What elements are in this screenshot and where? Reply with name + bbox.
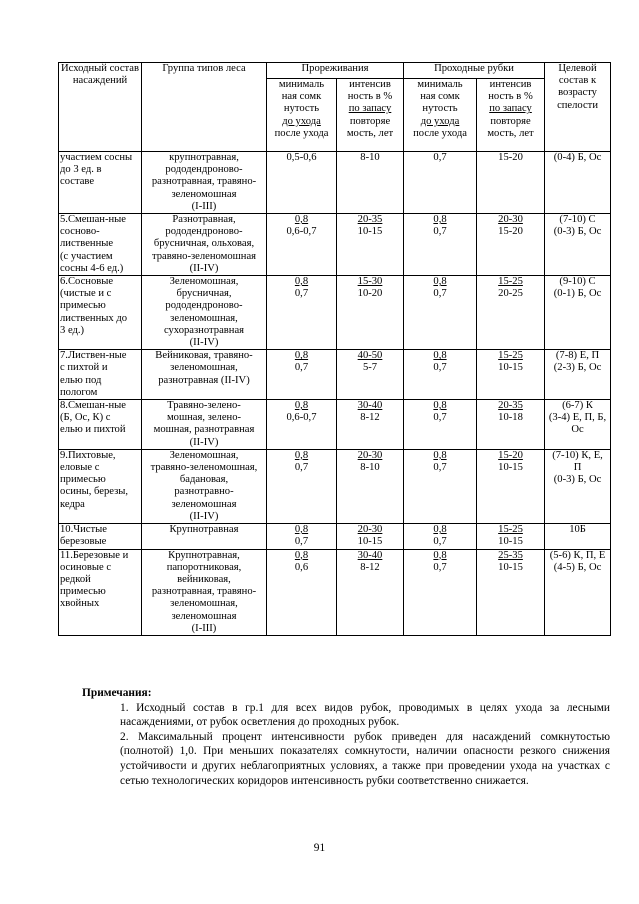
cell-thin-intensity-line: 10-15 xyxy=(357,226,383,238)
cell-thin-intensity-line: 30-40 xyxy=(357,549,383,561)
cell-pass-density-line: 0,7 xyxy=(433,152,447,163)
cell-composition-line: пологом xyxy=(60,386,98,398)
cell-composition-line: примесью xyxy=(60,300,106,312)
header-thin-intensity: интенсив ность в % по запасу повторяе мость, лет xyxy=(337,79,404,152)
cell-composition-line: елью под xyxy=(60,374,102,386)
cell-pass-density xyxy=(404,524,477,549)
cell-thin-intensity xyxy=(337,214,404,276)
cell-pass-intensity xyxy=(477,400,545,450)
cell-composition-line: елью и пихтой xyxy=(60,424,126,436)
header-composition: Исходный состав насаждений xyxy=(59,63,142,152)
cell-thin-density-line: 0,6-0,7 xyxy=(286,412,317,424)
table-row xyxy=(59,152,611,214)
cell-thin-density xyxy=(267,214,337,276)
table-row xyxy=(59,549,611,635)
cell-composition-line: 7.Листвен-ные xyxy=(60,350,127,362)
cell-composition xyxy=(59,549,142,635)
cell-target-composition xyxy=(545,449,611,523)
cell-thin-intensity xyxy=(337,276,404,350)
felling-table xyxy=(58,62,611,636)
cell-pass-density xyxy=(404,214,477,276)
cell-thin-density-line: 0,6 xyxy=(294,561,309,573)
cell-target-composition xyxy=(545,276,611,350)
cell-thin-intensity xyxy=(337,549,404,635)
cell-thin-density xyxy=(267,400,337,450)
cell-forest-group-line: Крупнотравная, xyxy=(168,549,240,561)
cell-pass-intensity xyxy=(477,214,545,276)
cell-composition-line: (Б, Ос, К) с xyxy=(60,412,111,424)
cell-composition-line: редкой xyxy=(60,573,91,585)
cell-forest-group-line: рододендроново- xyxy=(165,164,243,176)
cell-forest-group-line: вейниковая, xyxy=(177,573,231,585)
cell-thin-density-line: 0,7 xyxy=(294,462,309,474)
cell-pass-intensity-line: 20-35 xyxy=(498,400,523,412)
cell-composition xyxy=(59,350,142,400)
cell-composition-line: сосново- xyxy=(60,226,100,238)
cell-target-composition-line: П xyxy=(573,462,582,474)
cell-pass-density xyxy=(404,276,477,350)
cell-forest-group-line: Крупнотравная xyxy=(169,524,239,536)
cell-pass-intensity-line: 15-25 xyxy=(498,276,523,288)
header-pass-min-density: минималь ная сомк нутость до ухода после ухода xyxy=(404,79,477,152)
cell-thin-intensity-line: 15-30 xyxy=(357,276,383,288)
cell-thin-intensity xyxy=(337,400,404,450)
cell-composition xyxy=(59,152,142,214)
cell-forest-group-line: разнотравная, травяно- xyxy=(151,176,257,188)
cell-pass-intensity-line: 20-25 xyxy=(498,288,523,300)
cell-target-composition-line: (7-10) С xyxy=(559,214,596,226)
cell-composition-line: осины, березы, xyxy=(60,486,129,498)
cell-target-composition-line: (0-3) Б, Ос xyxy=(553,226,602,238)
cell-thin-intensity xyxy=(337,152,404,214)
cell-forest-group xyxy=(142,400,267,450)
cell-target-composition-line: (9-10) С xyxy=(559,276,596,288)
cell-pass-density-line: 0,7 xyxy=(433,561,447,573)
cell-target-composition xyxy=(545,152,611,214)
cell-target-composition xyxy=(545,524,611,549)
cell-forest-group-line: крупнотравная, xyxy=(169,152,239,163)
cell-pass-density-line: 0,7 xyxy=(433,288,447,300)
cell-pass-intensity xyxy=(477,449,545,523)
page-number: 91 xyxy=(313,842,326,854)
cell-thin-intensity xyxy=(337,350,404,400)
cell-composition-line: примесью xyxy=(60,474,106,486)
cell-target-composition-line: (0-3) Б, Ос xyxy=(553,474,602,486)
header-passage-cutting: Проходные рубки xyxy=(404,63,545,79)
cell-thin-intensity-line: 20-35 xyxy=(357,214,383,226)
header-target-composition: Целевой состав к возрасту спелости xyxy=(545,63,611,152)
cell-target-composition xyxy=(545,350,611,400)
cell-composition-line: 8.Смешан-ные xyxy=(60,400,126,412)
cell-forest-group-line: зеленомошная xyxy=(171,610,237,622)
header-thinning: Прореживания xyxy=(267,63,404,79)
note-1: 1. Исходный состав в гр.1 для всех видов рубок, проводимых в целях ухода за лесными насаждениями, от рубок осветления до проходных рубок. xyxy=(120,701,610,729)
cell-pass-intensity-line: 20-30 xyxy=(498,214,523,226)
cell-composition-line: осиновые с xyxy=(60,561,112,573)
table-row xyxy=(59,449,611,523)
cell-forest-group-line: разнотравная (II-IV) xyxy=(158,374,250,386)
table-row xyxy=(59,400,611,450)
cell-composition-line: примесью xyxy=(60,586,106,598)
cell-pass-density xyxy=(404,449,477,523)
cell-pass-density-line: 0,8 xyxy=(433,524,447,536)
cell-composition-line: березовые xyxy=(60,536,107,548)
cell-composition-line: 5.Смешан-ные xyxy=(60,214,126,226)
cell-thin-intensity-line: 20-30 xyxy=(357,524,383,536)
cell-thin-density xyxy=(267,152,337,214)
cell-thin-intensity-line: 8-10 xyxy=(360,152,380,163)
cell-pass-intensity xyxy=(477,152,545,214)
cell-thin-density-line: 0,8 xyxy=(294,350,309,362)
cell-forest-group-line: Зеленомошная, xyxy=(169,276,239,288)
cell-forest-group-line: разнотравная, травяно- xyxy=(151,586,257,598)
cell-target-composition xyxy=(545,549,611,635)
cell-target-composition-line: (7-10) К, Е, xyxy=(552,449,603,461)
cell-pass-intensity-line: 15-25 xyxy=(498,524,523,536)
cell-composition-line: составе xyxy=(60,176,95,188)
cell-pass-density xyxy=(404,350,477,400)
cell-thin-density-line: 0,6-0,7 xyxy=(286,226,317,238)
cell-composition xyxy=(59,449,142,523)
cell-forest-group-line: рододендроново- xyxy=(165,226,243,238)
cell-forest-group xyxy=(142,549,267,635)
cell-target-composition-line: (2-3) Б, Ос xyxy=(553,362,602,374)
cell-forest-group-line: зеленомошная xyxy=(171,188,237,200)
cell-thin-density xyxy=(267,449,337,523)
cell-composition-line: еловые с xyxy=(60,462,100,474)
cell-composition-line: 9.Пихтовые, xyxy=(60,449,116,461)
cell-pass-density-line: 0,8 xyxy=(433,276,447,288)
cell-forest-group-line: зеленомошная, xyxy=(170,312,238,324)
cell-thin-intensity-line: 20-30 xyxy=(357,449,383,461)
cell-target-composition-line: Ос xyxy=(571,424,584,436)
cell-forest-group-line: (I-III) xyxy=(191,622,217,634)
cell-composition xyxy=(59,524,142,549)
cell-pass-intensity-line: 10-15 xyxy=(498,561,523,573)
cell-thin-density-line: 0,8 xyxy=(294,524,309,536)
cell-composition-line: сосны 4-6 ед.) xyxy=(60,262,124,274)
cell-pass-intensity xyxy=(477,350,545,400)
cell-thin-intensity xyxy=(337,524,404,549)
cell-pass-density-line: 0,8 xyxy=(433,400,447,412)
cell-forest-group-line: брусничная, xyxy=(176,288,232,300)
cell-pass-density-line: 0,7 xyxy=(433,362,447,374)
cell-pass-intensity xyxy=(477,524,545,549)
cell-target-composition-line: (0-4) Б, Ос xyxy=(553,152,602,163)
cell-pass-intensity-line: 10-15 xyxy=(498,536,523,548)
cell-forest-group-line: зеленомошная xyxy=(171,498,237,510)
header-pass-intensity: интенсив ность в % по запасу повторяе мость, лет xyxy=(477,79,545,152)
cell-forest-group-line: рододендроново- xyxy=(165,300,243,312)
header-row-1 xyxy=(59,63,611,79)
cell-forest-group xyxy=(142,350,267,400)
cell-target-composition-line: (7-8) Е, П xyxy=(555,350,600,362)
cell-composition-line: 3 ед.) xyxy=(60,324,85,336)
cell-pass-density-line: 0,8 xyxy=(433,214,447,226)
cell-pass-intensity-line: 15-25 xyxy=(498,350,523,362)
cell-forest-group-line: зеленомошная, xyxy=(170,598,238,610)
cell-target-composition xyxy=(545,400,611,450)
note-2: 2. Максимальный процент интенсивности рубок приведен для насаждений сомкнутостью (полнотой) 1,0. При меньших показателях сомкнутости, наличии опасности резкого снижения устойчивости и других неблагоприятных условиях, а также при проведении ухода на участках с сетью технологических коридоров интенсивность рубки соответственно снижается. xyxy=(120,730,610,787)
cell-thin-density xyxy=(267,276,337,350)
cell-target-composition xyxy=(545,214,611,276)
cell-forest-group-line: зеленомошная, xyxy=(170,362,238,374)
cell-pass-density xyxy=(404,400,477,450)
cell-pass-density-line: 0,8 xyxy=(433,549,447,561)
cell-forest-group xyxy=(142,152,267,214)
cell-forest-group xyxy=(142,449,267,523)
cell-thin-density-line: 0,8 xyxy=(294,276,309,288)
cell-pass-density-line: 0,8 xyxy=(433,449,447,461)
cell-thin-intensity-line: 8-12 xyxy=(360,561,380,573)
cell-composition-line: хвойных xyxy=(60,598,100,610)
cell-thin-density-line: 0,8 xyxy=(294,400,309,412)
cell-thin-intensity-line: 10-20 xyxy=(357,288,383,300)
cell-thin-density-line: 0,7 xyxy=(294,288,309,300)
cell-composition xyxy=(59,214,142,276)
cell-pass-density-line: 0,7 xyxy=(433,412,447,424)
cell-target-composition-line: (3-4) Е, П, Б, xyxy=(548,412,607,424)
cell-pass-density xyxy=(404,549,477,635)
cell-composition-line: (с участием xyxy=(60,250,113,262)
cell-thin-intensity-line: 30-40 xyxy=(357,400,383,412)
header-forest-group: Группа типов леса xyxy=(142,63,267,152)
cell-composition-line: 11.Березовые и xyxy=(60,549,129,561)
cell-composition-line: кедра xyxy=(60,498,85,510)
cell-target-composition-line: (4-5) Б, Ос xyxy=(553,561,602,573)
cell-thin-density-line: 0,5-0,6 xyxy=(286,152,317,163)
cell-thin-density-line: 0,8 xyxy=(294,449,309,461)
table-row xyxy=(59,524,611,549)
cell-pass-intensity xyxy=(477,276,545,350)
cell-pass-intensity-line: 15-20 xyxy=(498,152,523,163)
cell-forest-group-line: (II-IV) xyxy=(189,436,219,448)
cell-thin-density-line: 0,7 xyxy=(294,362,309,374)
notes-section xyxy=(76,686,610,788)
cell-forest-group xyxy=(142,276,267,350)
cell-target-composition-line: (5-6) К, П, Е xyxy=(549,549,606,561)
cell-pass-density-line: 0,8 xyxy=(433,350,447,362)
cell-forest-group-line: (II-IV) xyxy=(189,262,219,274)
header-thin-min-density: минималь ная сомк нутость до ухода после ухода xyxy=(267,79,337,152)
cell-thin-intensity-line: 40-50 xyxy=(357,350,383,362)
cell-pass-intensity-line: 10-15 xyxy=(498,362,523,374)
cell-composition-line: до 3 ед. в xyxy=(60,164,102,176)
cell-composition-line: лиственных до xyxy=(60,312,128,324)
cell-pass-intensity-line: 15-20 xyxy=(498,226,523,238)
cell-pass-intensity-line: 25-35 xyxy=(498,549,523,561)
cell-thin-density xyxy=(267,524,337,549)
cell-forest-group-line: папоротниковая, xyxy=(166,561,242,573)
table-row xyxy=(59,276,611,350)
cell-thin-intensity-line: 8-12 xyxy=(360,412,380,424)
cell-forest-group-line: Зеленомошная, xyxy=(169,449,239,461)
cell-thin-intensity-line: 8-10 xyxy=(360,462,380,474)
cell-pass-density-line: 0,7 xyxy=(433,462,447,474)
cell-composition-line: участием сосны xyxy=(60,152,133,163)
cell-thin-intensity xyxy=(337,449,404,523)
cell-composition xyxy=(59,400,142,450)
table-row xyxy=(59,214,611,276)
cell-pass-intensity-line: 10-18 xyxy=(498,412,523,424)
cell-forest-group-line: травяно-зеленомошная xyxy=(151,250,257,262)
cell-forest-group-line: сухоразнотравная xyxy=(163,324,245,336)
cell-forest-group-line: разнотравно- xyxy=(174,486,234,498)
cell-target-composition-line: 10Б xyxy=(569,524,586,536)
cell-composition-line: лиственные xyxy=(60,238,114,250)
cell-pass-density xyxy=(404,152,477,214)
cell-pass-density-line: 0,7 xyxy=(433,226,447,238)
cell-forest-group-line: мошная, зелено- xyxy=(166,412,242,424)
cell-forest-group-line: Вейниковая, травяно- xyxy=(155,350,253,362)
cell-forest-group-line: (II-IV) xyxy=(189,510,219,522)
cell-thin-density xyxy=(267,350,337,400)
cell-forest-group-line: Травяно-зелено- xyxy=(167,400,241,412)
table-row xyxy=(59,350,611,400)
cell-thin-density-line: 0,7 xyxy=(294,536,309,548)
cell-composition-line: с пихтой и xyxy=(60,362,108,374)
cell-pass-density-line: 0,7 xyxy=(433,536,447,548)
cell-forest-group-line: травяно-зеленомошная, xyxy=(150,462,258,474)
cell-thin-intensity-line: 5-7 xyxy=(362,362,378,374)
cell-thin-density-line: 0,8 xyxy=(294,214,309,226)
cell-composition-line: 10.Чистые xyxy=(60,524,107,536)
cell-pass-intensity xyxy=(477,549,545,635)
cell-composition xyxy=(59,276,142,350)
cell-forest-group-line: Разнотравная, xyxy=(172,214,236,226)
cell-forest-group-line: бадановая, xyxy=(179,474,229,486)
notes-title: Примечания: xyxy=(82,687,152,699)
cell-forest-group xyxy=(142,524,267,549)
cell-forest-group-line: мошная, разнотравная xyxy=(153,424,255,436)
cell-composition-line: (чистые и с xyxy=(60,288,112,300)
cell-forest-group-line: (I-III) xyxy=(191,200,217,212)
cell-composition-line: 6.Сосновые xyxy=(60,276,114,288)
cell-forest-group-line: брусничная, ольховая, xyxy=(153,238,255,250)
cell-pass-intensity-line: 15-20 xyxy=(498,449,523,461)
cell-thin-density-line: 0,8 xyxy=(294,549,309,561)
cell-forest-group-line: (II-IV) xyxy=(189,337,219,349)
cell-thin-density xyxy=(267,549,337,635)
cell-target-composition-line: (0-1) Б, Ос xyxy=(553,288,602,300)
cell-thin-intensity-line: 10-15 xyxy=(357,536,383,548)
cell-forest-group xyxy=(142,214,267,276)
cell-pass-intensity-line: 10-15 xyxy=(498,462,523,474)
cell-target-composition-line: (6-7) К xyxy=(562,400,593,412)
